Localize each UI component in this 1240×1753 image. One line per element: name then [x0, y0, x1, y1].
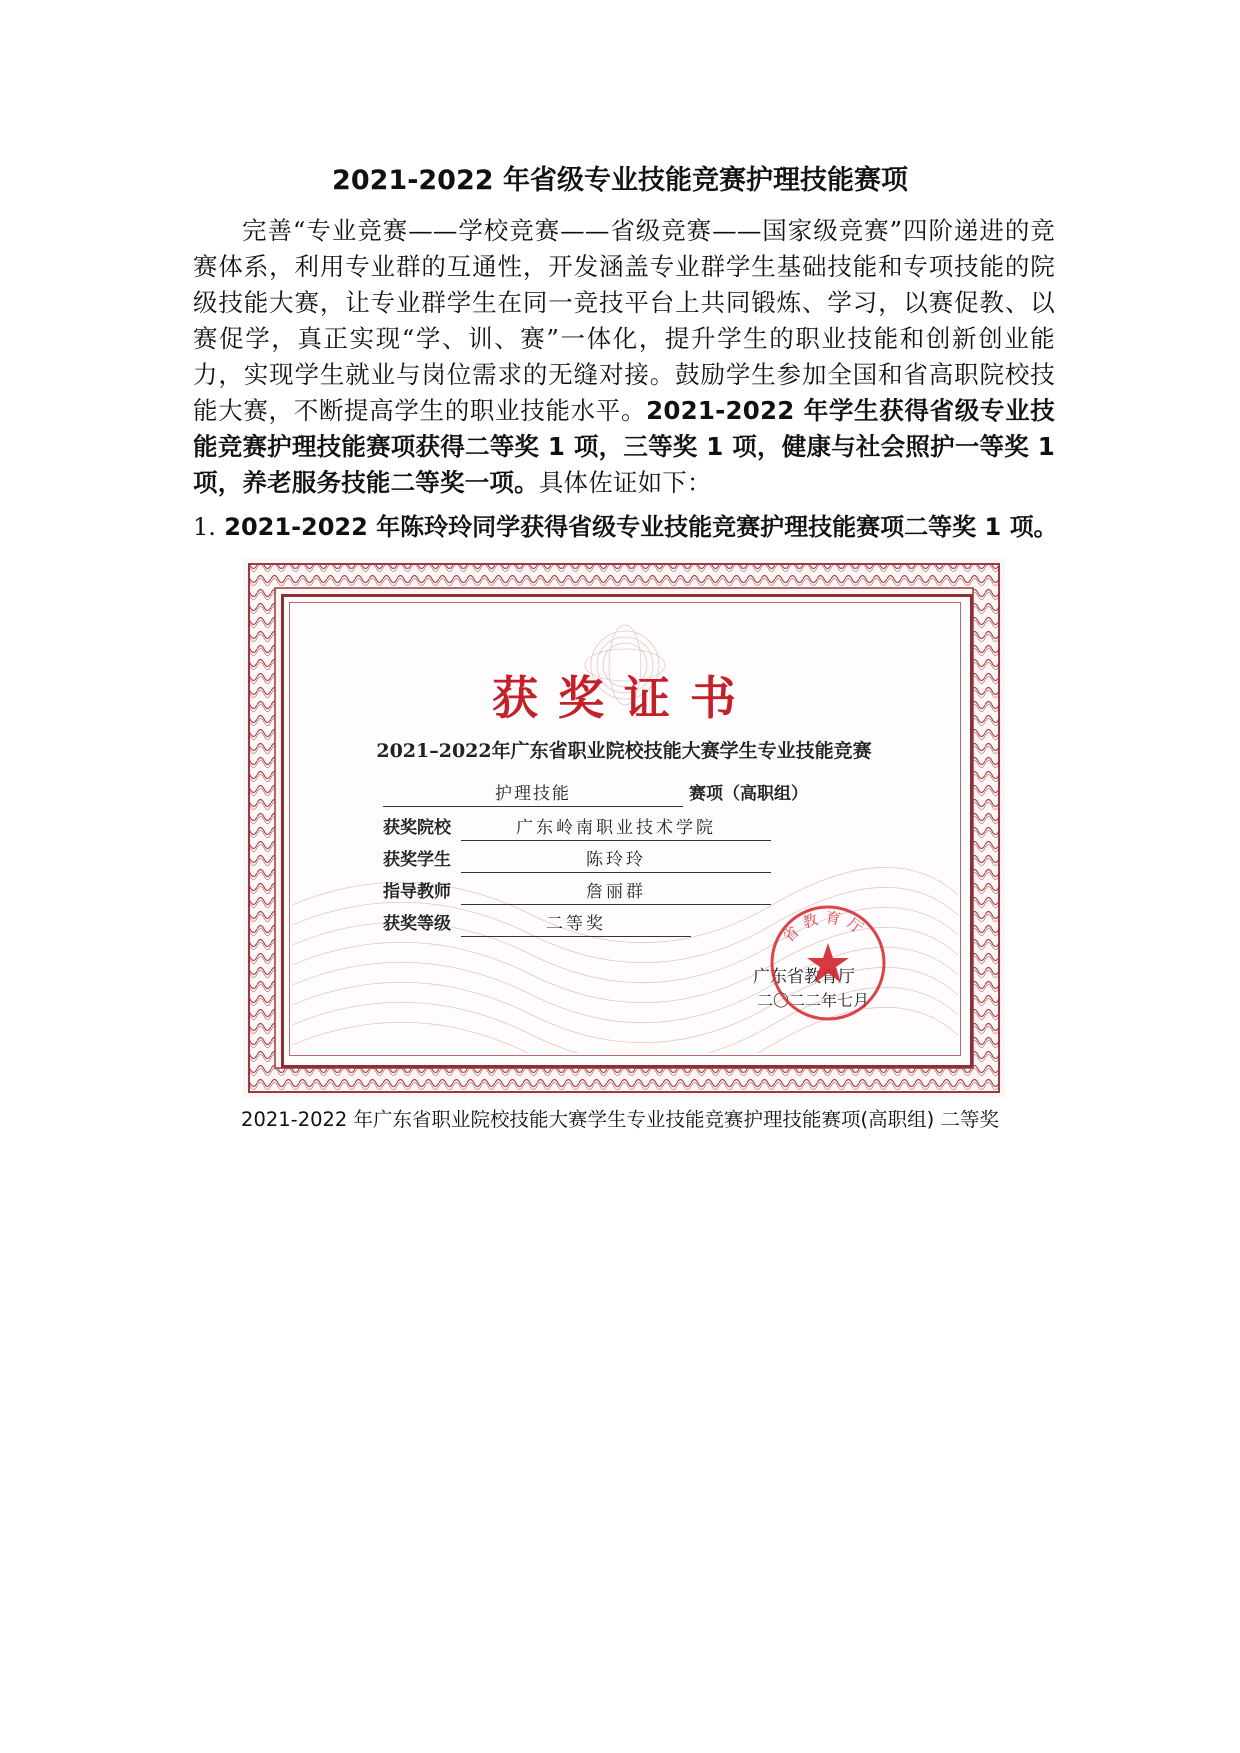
certificate-subtitle: 2021–2022年广东省职业院校技能大赛学生专业技能竞赛	[376, 740, 872, 762]
level-value: 二等奖	[461, 912, 691, 937]
award-certificate-image	[243, 558, 1005, 1098]
event-suffix: 赛项（高职组）	[689, 784, 808, 804]
document-title: 2021-2022 年省级专业技能竞赛护理技能赛项	[332, 165, 908, 196]
award-summary: 2021-2022 年学生获得省级专业技能竞赛护理技能赛项获得二等奖 1 项，三等奖 1 项，健康与社会照护一等奖 1 项，养老服务技能二等奖一项。	[193, 396, 1055, 497]
school-value: 广东岭南职业技术学院	[461, 816, 771, 841]
certificate-title: 获奖证书	[492, 671, 756, 725]
student-label: 获奖学生	[383, 850, 451, 870]
event-value: 护理技能	[383, 782, 683, 807]
certificate-caption: 2021-2022 年广东省职业院校技能大赛学生专业技能竞赛护理技能赛项(高职组) 二等奖	[241, 1108, 999, 1131]
intro-text: 完善“专业竞赛——学校竞赛——省级竞赛——国家级竞赛”四阶递进的竞赛体系，利用专业群的互通性，开发涵盖专业群学生基础技能和专项技能的院级技能大赛，让专业群学生在同一竞技平台上共同锻炼、学习，以赛促教、以赛促学，真正实现“学、训、赛”一体化，提升学生的职业技能和创新创业能力，实现学生就业与岗位需求的无缝对接。鼓励学生参加全国和省高职院校技能大赛，不断提高学生的职业技能水平。	[193, 216, 1055, 425]
certificate-school-row	[383, 816, 823, 840]
official-seal-icon	[763, 898, 893, 1028]
student-value: 陈玲玲	[461, 848, 771, 873]
seal-text: 省教育厅	[779, 908, 872, 946]
item-heading-text: 2021-2022 年陈玲玲同学获得省级专业技能竞赛护理技能赛项二等奖 1 项。	[224, 513, 1058, 541]
certificate-student-row	[383, 848, 823, 872]
evidence-intro: 具体佐证如下：	[538, 468, 712, 497]
teacher-label: 指导教师	[383, 882, 451, 902]
evidence-item-heading	[193, 509, 1058, 545]
certificate-issuer: 广东省教育厅	[753, 967, 855, 987]
certificate-teacher-row	[383, 880, 823, 904]
teacher-value: 詹丽群	[461, 880, 771, 905]
school-label: 获奖院校	[383, 818, 451, 838]
certificate-event-row	[383, 782, 823, 806]
certificate-level-row	[383, 912, 823, 936]
intro-paragraph	[193, 213, 1055, 501]
item-number: 1.	[193, 513, 216, 541]
certificate-date: 二〇二二年七月	[757, 991, 870, 1010]
level-label: 获奖等级	[383, 914, 451, 934]
